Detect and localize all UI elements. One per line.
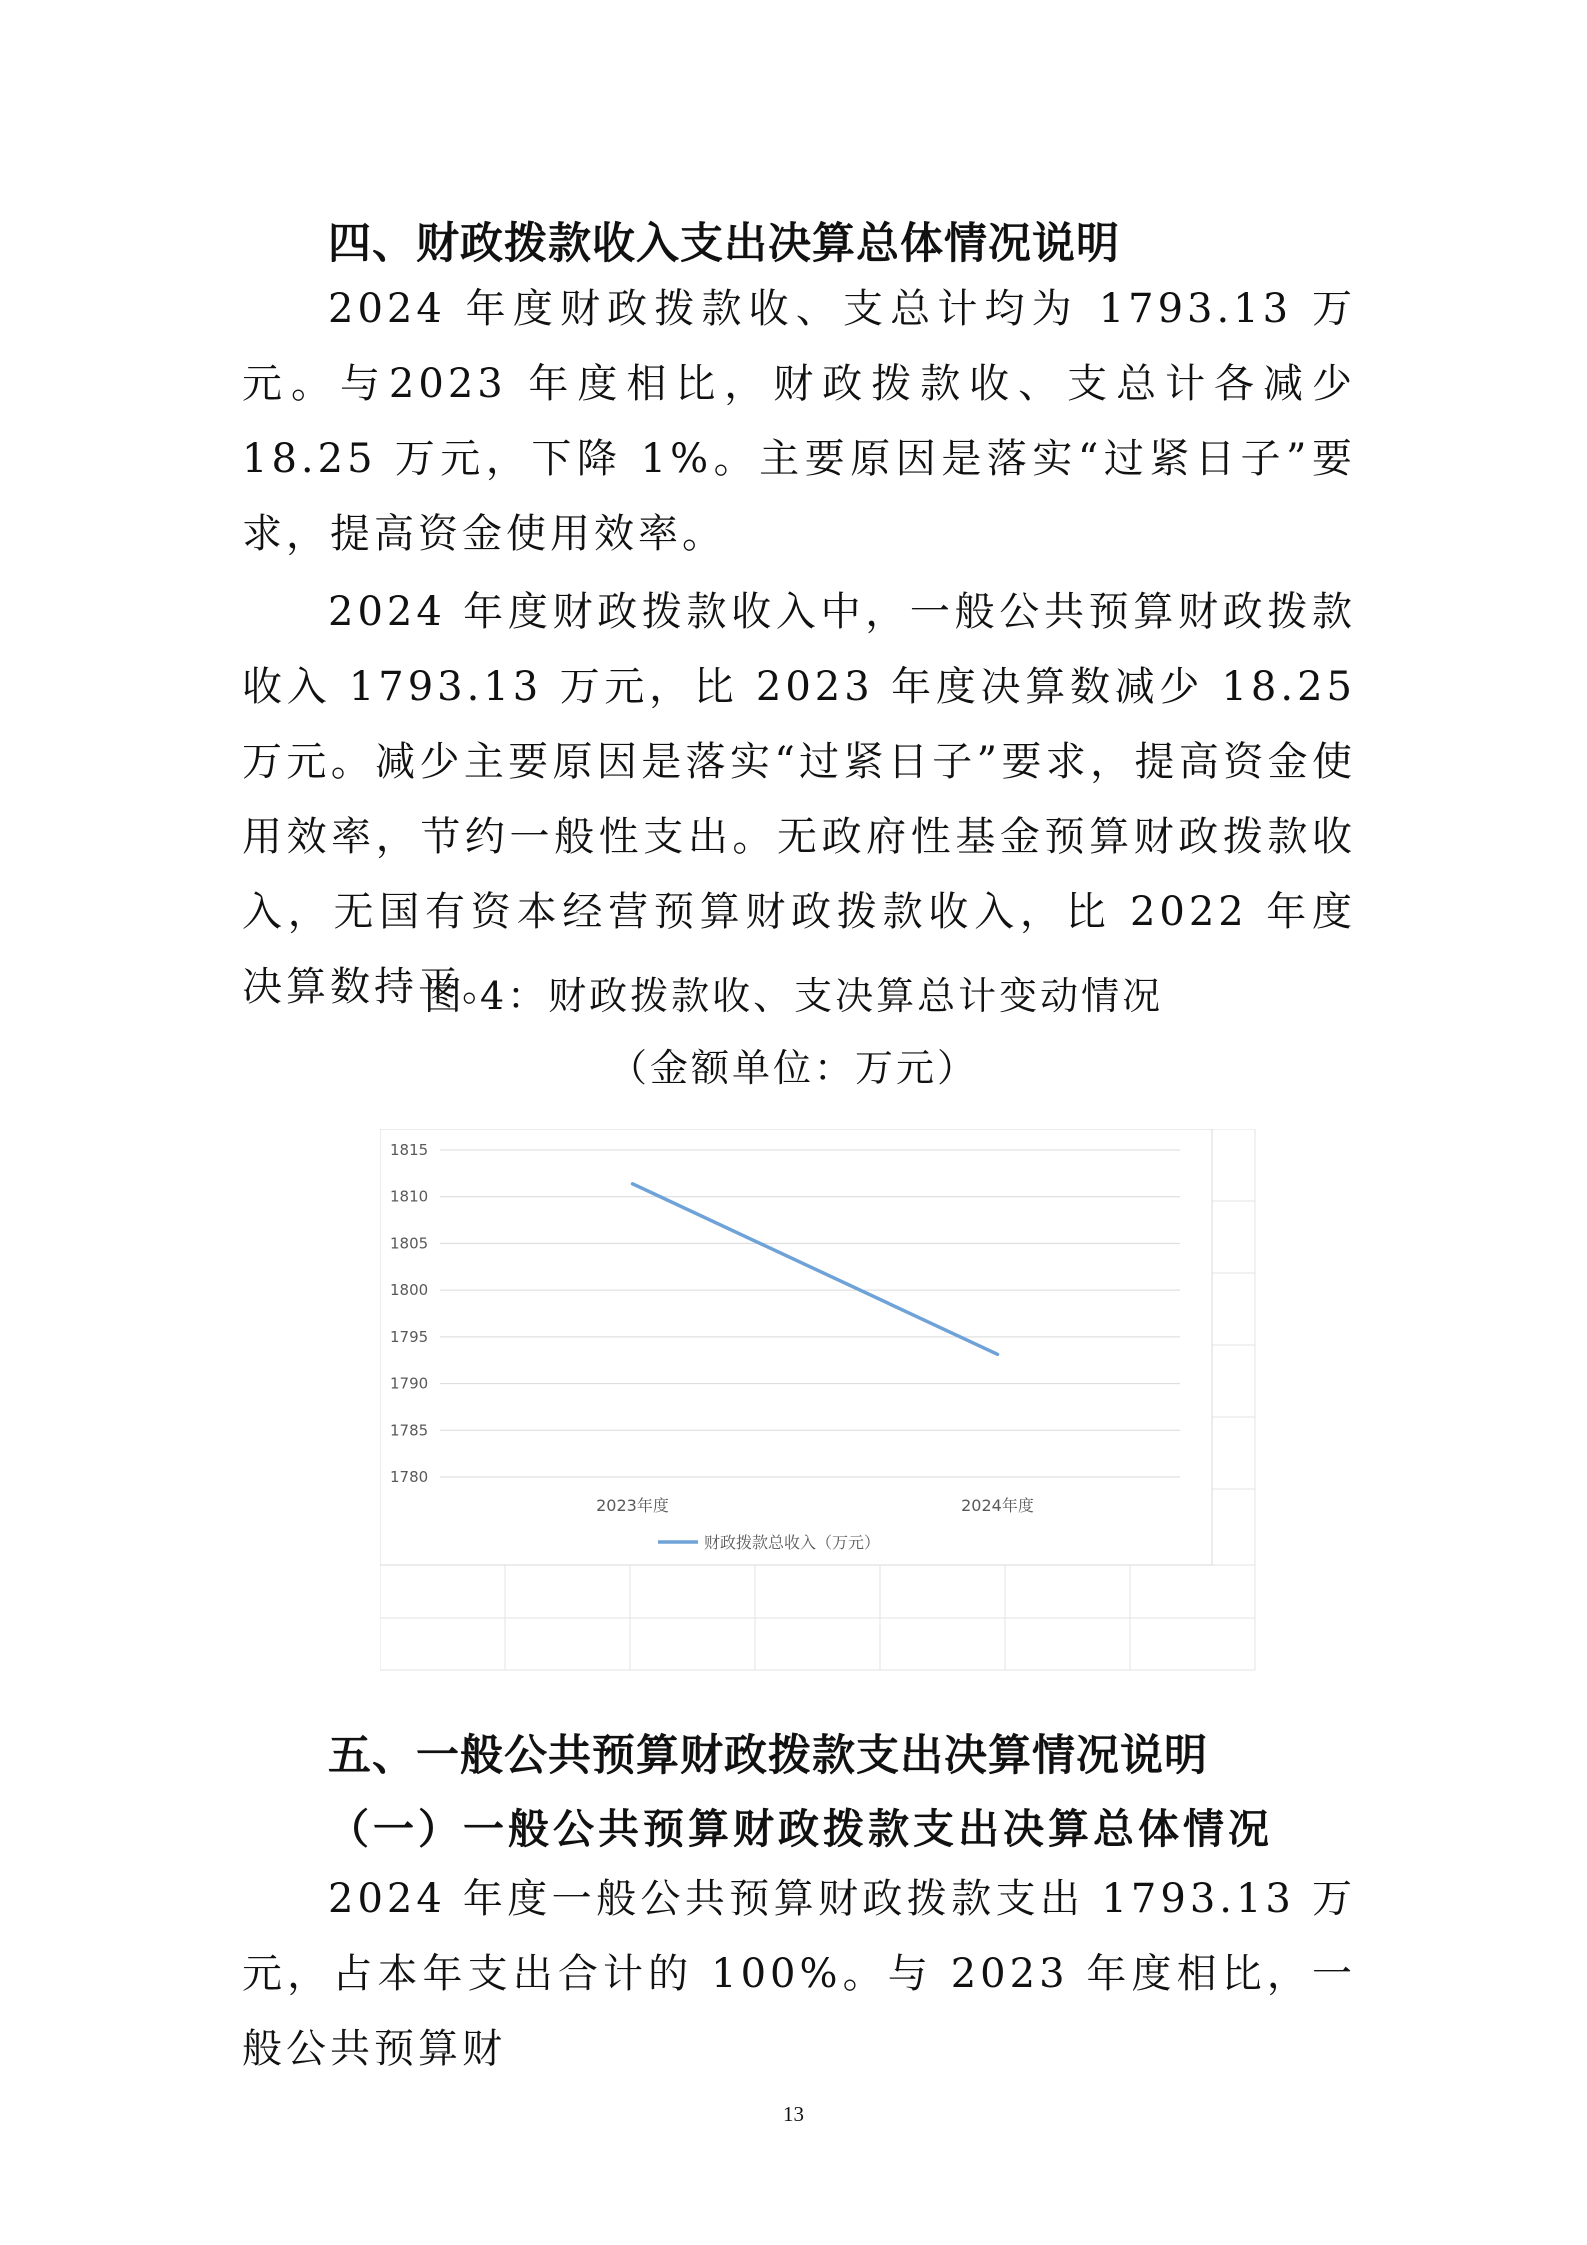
y-tick-label: 1790	[390, 1374, 429, 1393]
section4-heading: 四、财政拨款收入支出决算总体情况说明	[328, 219, 1120, 269]
section4-paragraph-1: 2024 年度财政拨款收、支总计均为 1793.13 万元。与2023 年度相比，财政拨款收、支总计各减少 18.25 万元，下降 1%。主要原因是落实“过紧日子”要求，提高资金使用效率。	[242, 286, 1356, 557]
page-number: 13	[783, 2102, 804, 2126]
figure-unit: （金额单位：万元）	[608, 1046, 978, 1090]
y-tick-label: 1780	[390, 1468, 429, 1486]
section5-paragraph-1: 2024 年度一般公共预算财政拨款支出 1793.13 万元，占本年支出合计的 100%。与 2023 年度相比，一般公共预算财	[242, 1876, 1356, 2072]
x-tick-label: 2024年度	[961, 1496, 1034, 1515]
y-tick-label: 1800	[390, 1281, 429, 1300]
y-tick-label: 1805	[390, 1234, 429, 1253]
x-tick-label: 2023年度	[596, 1496, 669, 1515]
y-tick-label: 1795	[390, 1327, 429, 1346]
chart-area	[380, 1129, 1212, 1565]
section5-heading: 五、一般公共预算财政拨款支出决算情况说明	[328, 1731, 1208, 1781]
line-chart-svg	[380, 1129, 1256, 1671]
section4-paragraph-2: 2024 年度财政拨款收入中，一般公共预算财政拨款收入 1793.13 万元，比 2023 年度决算数减少 18.25 万元。减少主要原因是落实“过紧日子”要求，提高资金使用效率，节约一般性支出。无政府性基金预算财政拨款收入，无国有资本经营预算财政拨款收入，比 2022 年度决算数持平。	[242, 589, 1356, 1010]
legend-label: 财政拨款总收入（万元）	[704, 1533, 881, 1552]
section5-subheading: （一）一般公共预算财政拨款支出决算总体情况	[328, 1805, 1273, 1853]
figure-caption: 图 4：财政拨款收、支决算总计变动情况	[423, 974, 1164, 1018]
y-tick-label: 1815	[390, 1141, 429, 1159]
line-chart	[380, 1129, 1256, 1671]
y-tick-label: 1785	[390, 1421, 429, 1440]
y-tick-label: 1810	[390, 1187, 429, 1206]
